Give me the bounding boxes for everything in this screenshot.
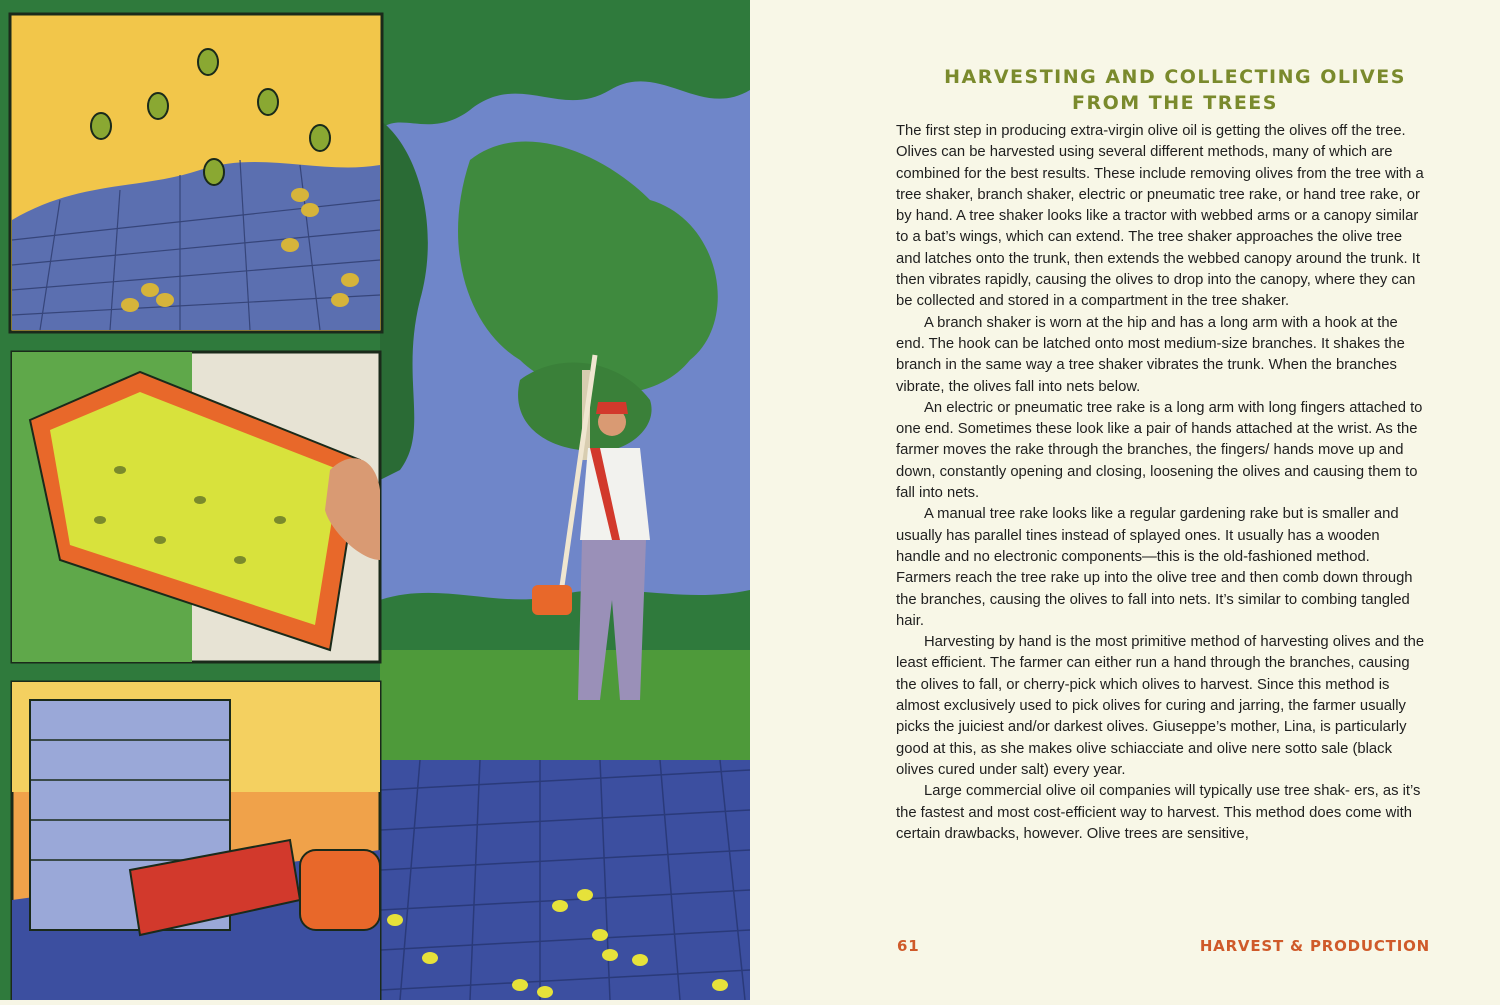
running-head: HARVEST & PRODUCTION [1199,937,1430,955]
section-heading [890,64,1460,116]
panel-hands-tilting-olive-crate [12,352,380,662]
body-text [896,121,1426,845]
grass-field [380,640,750,760]
panel-stacked-crates-on-net [12,682,380,1000]
heading-line-1: HARVESTING AND COLLECTING OLIVES [944,66,1406,88]
illustration-page [0,0,750,1000]
paragraph-manual-rake: A manual tree rake looks like a regular gardening rake but is smaller and usually has parallel tines instead of splayed ones. It usually has a wooden handle and no electronic components—this is the old-fashioned method. Farmers reach the tree rake up into the olive tree and then comb down through the branches, causing the olives to fall into nets. It’s similar to combing tangled hair. [896,506,1413,629]
paragraph-by-hand: Harvesting by hand is the most primitive method of harvesting olives and the least efficient. The farmer can either run a hand through the branches, causing the olives to fall, or cherry-pick which olives to harvest. Since this method is almost exclusively used to pick olives for curing and jarring, the farmer usually picks the juiciest and/or darkest olives. Giuseppe’s mother, Lina, is particularly good at this, as she makes olive schiacciate and olive nere sotto sale (black olives cured under salt) every year. [896,634,1425,778]
text-page [750,0,1500,1000]
harvest-net-ground [380,760,750,1000]
heading-line-2: FROM THE TREES [1072,92,1278,114]
panel-olives-falling-on-net [10,14,382,332]
paragraph-tree-shaker: The first step in producing extra-virgin olive oil is getting the olives off the tree. Olives can be harvested using several different methods, many of which are combined for the best results. These include removing olives from the tree with a tree shaker, branch shaker, electric or pneumatic tree rake, or hand tree rake, or by hand. A tree shaker looks like a tractor with webbed arms or a canopy similar to a bat’s wings, which can extend. The tree shaker approaches the olive tree and latches onto the trunk, then extends the webbed canopy around the trunk. It then vibrates rapidly, causing the olives to drop into the canopy, where they can be collected and stored in a compartment in the tree shaker. [896,123,1424,310]
paragraph-electric-rake: An electric or pneumatic tree rake is a long arm with long fingers attached to one end. Sometimes these look like a pair of hands attached at the wrist. As the farmer moves the rake through the branches, the fingers/ hands move up and down, constantly opening and closing, loosening the olives and causing them to fall into nets. [896,399,1423,502]
olive-harvest-illustration [0,0,750,1000]
page-number: 61 [897,937,920,955]
paragraph-commercial: Large commercial olive oil companies will typically use tree shak- ers, as it’s the fastest and most cost-efficient way to harvest. This method does come with certain drawbacks, however. Olive trees are sensitive, [896,783,1421,842]
paragraph-branch-shaker: A branch shaker is worn at the hip and has a long arm with a hook at the end. The hook can be latched onto most medium-size branches. It shakes the branch in the same way a tree shaker vibrates the trunk. When the branches vibrate, the olives fall into nets below. [896,314,1405,395]
